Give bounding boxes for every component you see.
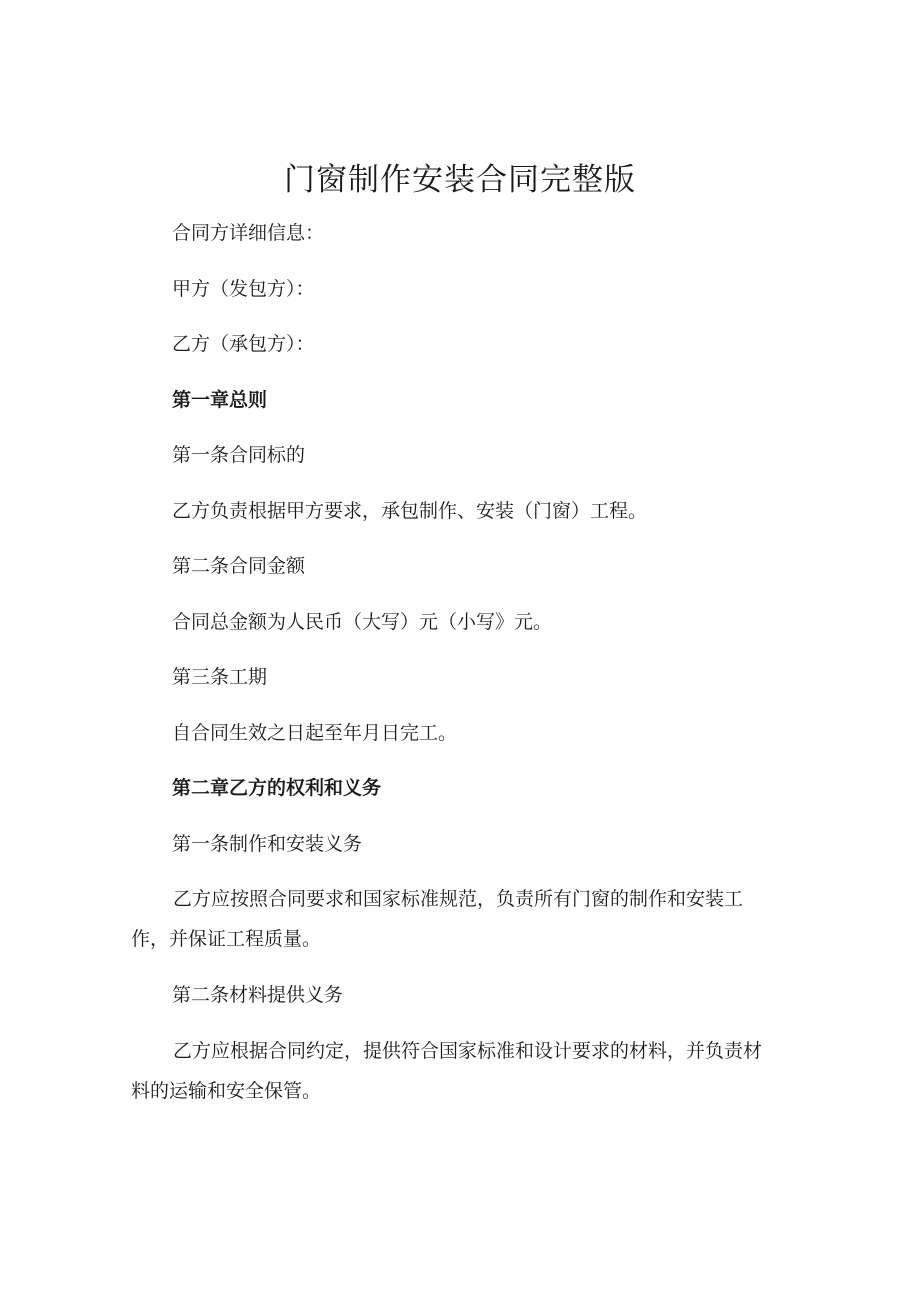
party-b-label: 乙方（承包方）：: [172, 333, 315, 355]
article-3-title: 第三条工期: [172, 666, 268, 688]
document-title: 门窗制作安装合同完整版: [284, 162, 636, 198]
chapter-2-article-1-title: 第一条制作和安装义务: [172, 833, 363, 855]
chapter-2-article-2-body: 乙方应根据合同约定，提供符合国家标准和设计要求的材料，并负责材料的运输和安全保管。: [131, 1040, 763, 1102]
chapter-2-article-1-body: 乙方应按照合同要求和国家标准规范，负责所有门窗的制作和安装工作，并保证工程质量。: [131, 888, 744, 950]
chapter-1-heading: 第一章总则: [172, 389, 268, 411]
chapter-2-article-2-title: 第二条材料提供义务: [172, 984, 344, 1006]
party-a-label: 甲方（发包方）：: [172, 278, 315, 300]
article-3-body: 自合同生效之日起至年月日完工。: [172, 722, 458, 744]
article-2-body: 合同总金额为人民币（大写）元（小写》元。: [172, 611, 553, 633]
article-1-title: 第一条合同标的: [172, 444, 306, 466]
article-1-body: 乙方负责根据甲方要求，承包制作、安装（门窗）工程。: [172, 500, 648, 522]
article-2-title: 第二条合同金额: [172, 555, 306, 577]
parties-info-label: 合同方详细信息：: [172, 222, 325, 244]
chapter-2-heading: 第二章乙方的权利和义务: [172, 777, 382, 799]
